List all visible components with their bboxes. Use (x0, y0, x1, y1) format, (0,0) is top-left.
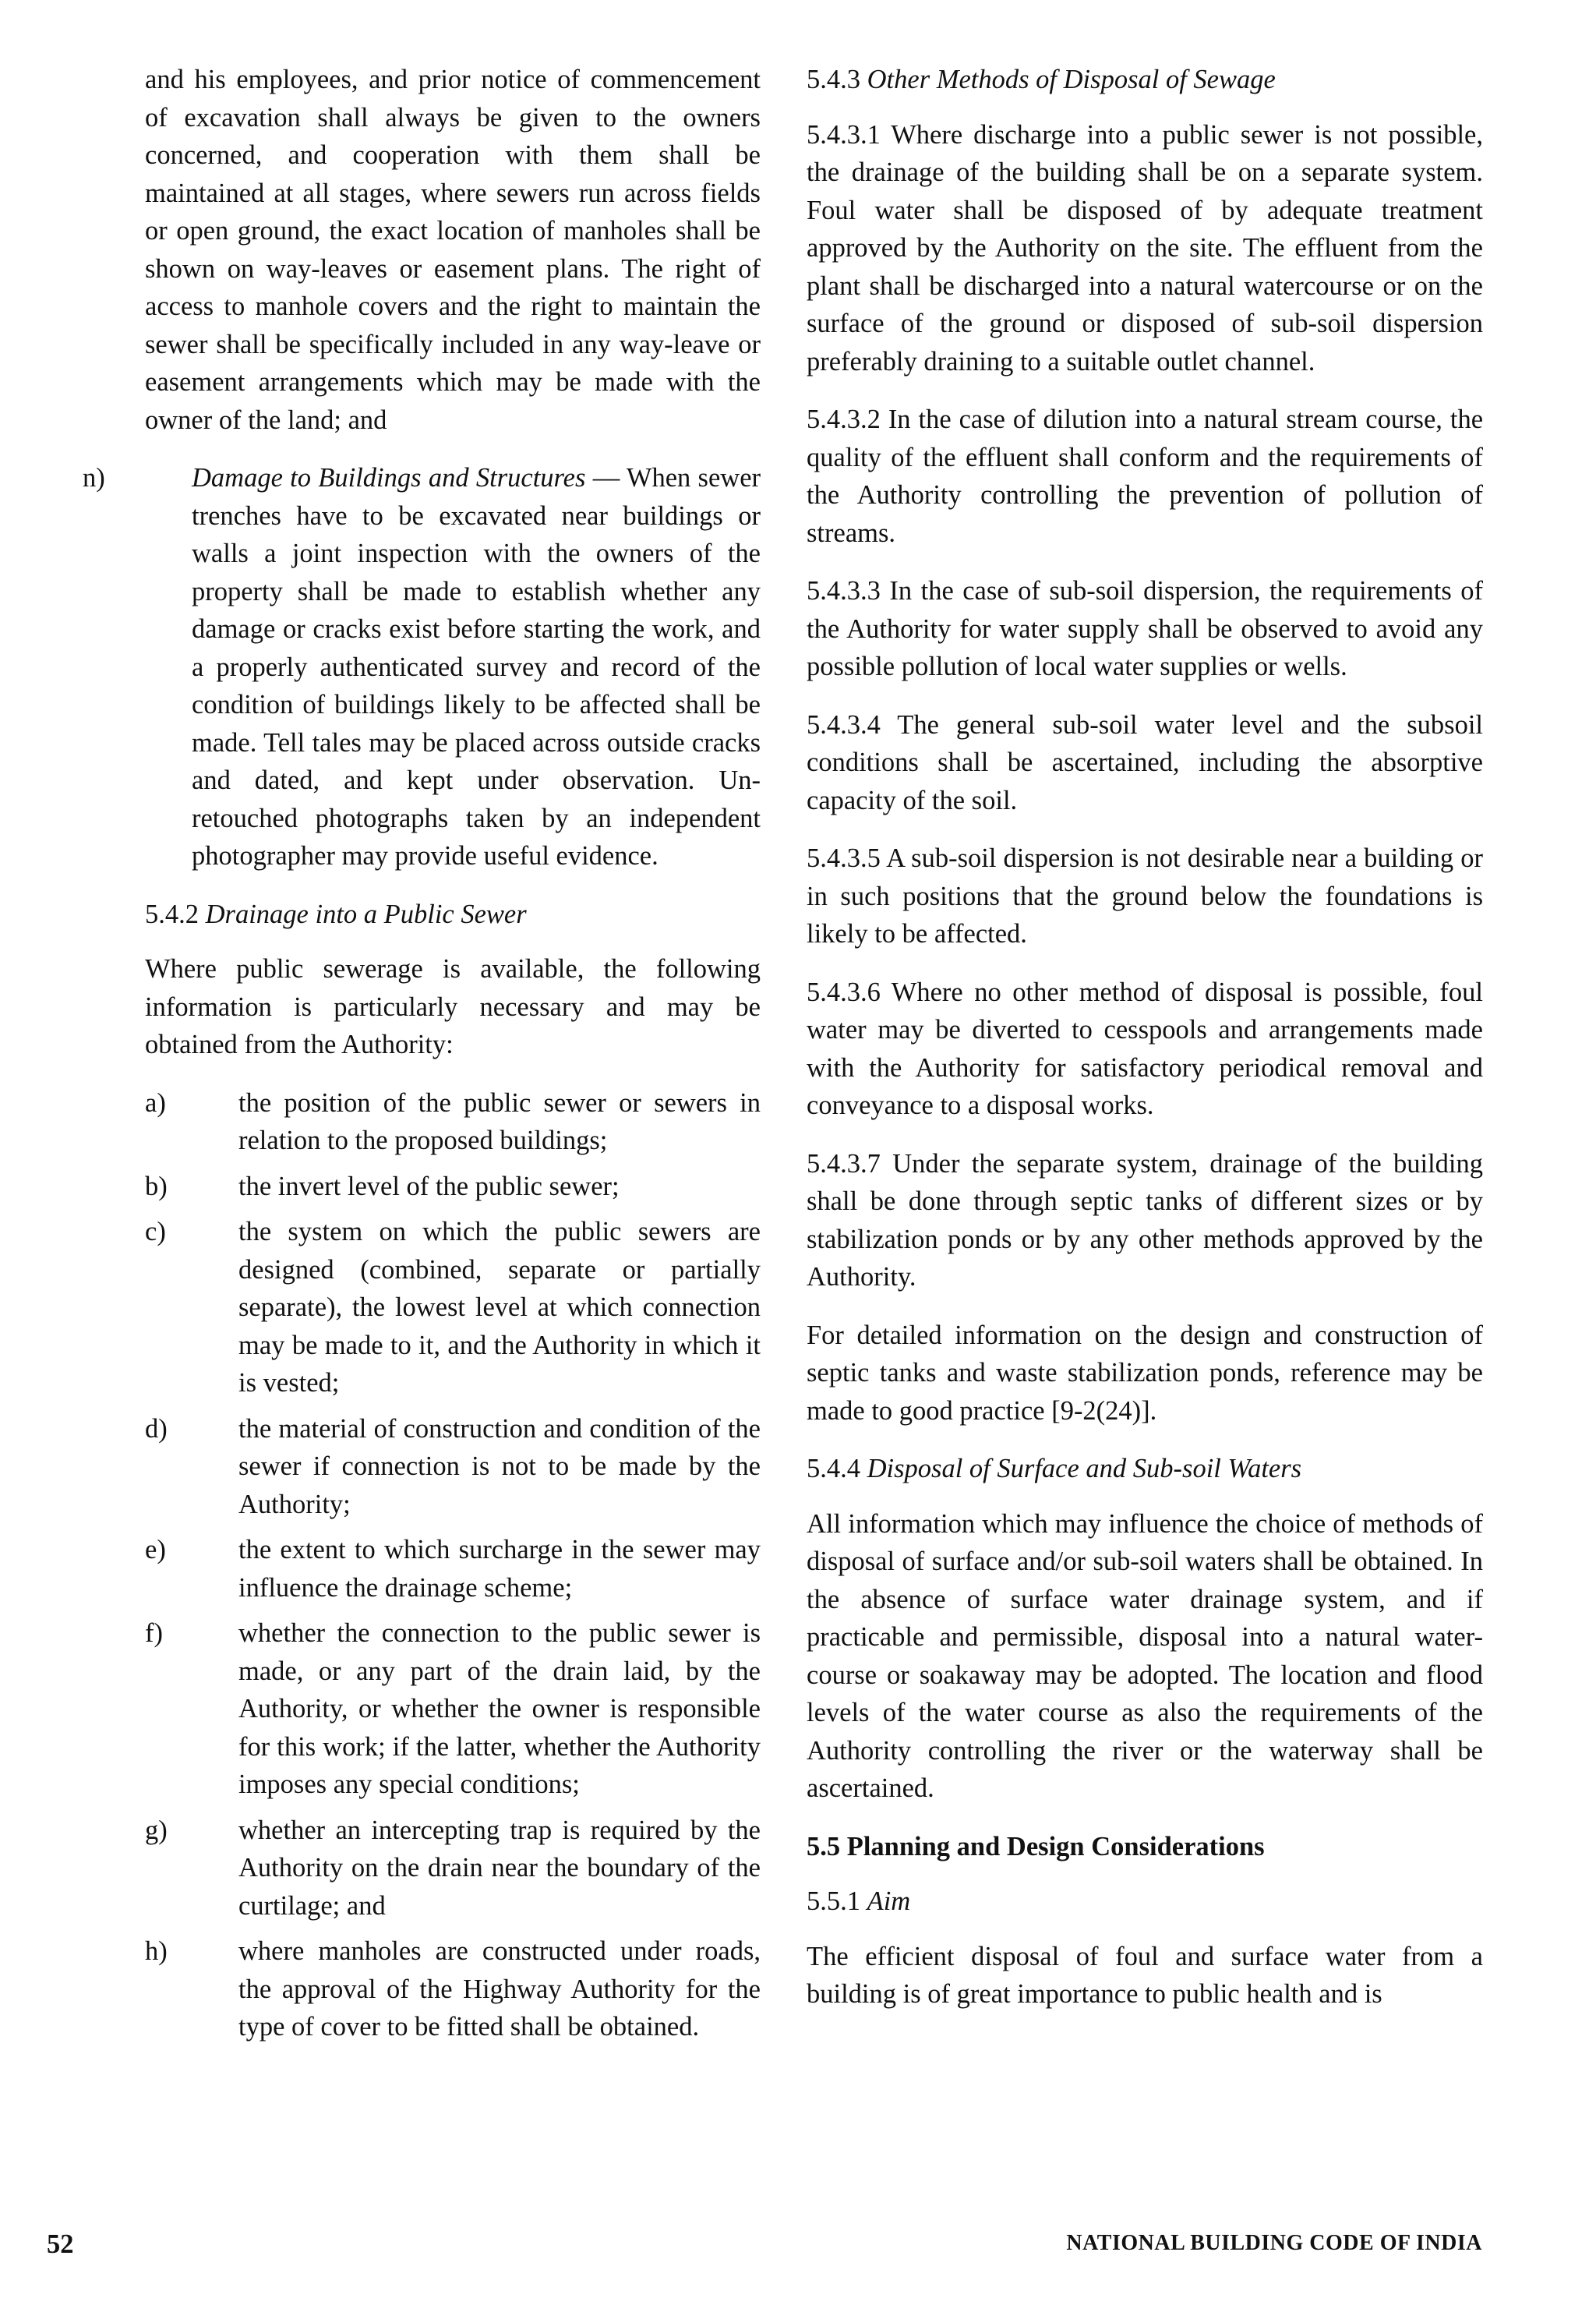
section-543-title: Other Methods of Disposal of Sewage (867, 65, 1276, 94)
list-item-b (145, 1168, 761, 1206)
section-542-intro: Where public sewerage is available, the following information is particularly necessary and may be obtained from the Authority: (145, 954, 761, 1059)
list-marker: n) (83, 463, 105, 493)
list-item-d (145, 1410, 761, 1524)
section-544-title: Disposal of Surface and Sub-soil Waters (867, 1454, 1302, 1483)
section-543-number: 5.4.3 (807, 65, 860, 94)
list-marker: c) (145, 1217, 166, 1246)
list-item-n (83, 459, 761, 875)
paragraph-text: In the case of sub-soil dispersion, the requirements of the Authority for water supply shall be observed to avoid any possible pollution of local water supplies or wells. (807, 576, 1484, 681)
section-55-heading (807, 1828, 1483, 1866)
intro-continuation: and his employees, and prior notice of commencement of excavation shall always be given to the owners concerned, and cooperation with them shall be maintained at all stages, where sewers run across fields or open ground, the exact location of manholes shall be shown on way-leaves or easement plans. The right of access to manhole covers and the right to maintain the sewer shall be specifically included in any way-leave or easement arrangements which may be made with the owner of the land; and (145, 65, 761, 435)
section-551-heading (807, 1883, 1483, 1921)
list-item-f (145, 1614, 761, 1804)
section-551-number: 5.5.1 (807, 1886, 860, 1916)
section-542-title: Drainage into a Public Sewer (205, 899, 527, 929)
footer-title: NATIONAL BUILDING CODE OF INDIA (1066, 2231, 1482, 2255)
list-item-h (145, 1932, 761, 2046)
list-marker: f) (145, 1618, 163, 1648)
paragraph-text: Where discharge into a public sewer is not possible, the drainage of the building shall be on a separate system. Foul water shall be disposed of by adequate treatment approved by the Authority on the site. The effluent from the plant shall be discharged into a natural watercourse or on the surface of the ground or disposed of sub-soil dispersion preferably draining to a suitable outlet channel. (807, 119, 1483, 377)
right-column (807, 61, 1483, 2034)
paragraph-5433 (807, 572, 1483, 686)
paragraph-number: 5.4.3.6 (807, 977, 881, 1007)
item-n-text: When sewer trenches have to be excavated near buildings or walls a joint inspection with the owners of the property shall be made to establish whether any damage or cracks exist before starting the work, and a properly authenticated survey and record of the condition of buildings likely to be affected shall be made. Tell tales may be placed across outside cracks and dated, and kept under observation. Un-retouched photographs taken by an independent photographer may provide useful evidence. (192, 463, 761, 871)
list-item-c (145, 1213, 761, 1402)
section-551-text: The efficient disposal of foul and surface water from a building is of great importance to public health and is (807, 1941, 1483, 2009)
section-55-title: Planning and Design Considerations (846, 1831, 1265, 1861)
section-544-heading (807, 1450, 1483, 1488)
section-543-closing: For detailed information on the design and construction of septic tanks and waste stabilization ponds, reference may be made to good practice [9-2(24)]. (807, 1320, 1483, 1426)
section-542-number: 5.4.2 (145, 899, 199, 929)
section-542-list (145, 1084, 761, 2046)
section-544-text: All information which may influence the choice of methods of disposal of surface and/or sub-soil waters shall be obtained. In the absence of surface water drainage system, and if practicable and permissible, disposal into a natural water-course or soakaway may be adopted. The location and flood levels of the water course as also the requirements of the Authority controlling the river or the waterway shall be ascertained. (807, 1508, 1483, 1803)
section-543-heading (807, 61, 1483, 99)
paragraph-number: 5.4.3.5 (807, 843, 881, 873)
list-marker: b) (145, 1171, 168, 1201)
list-item-a (145, 1084, 761, 1160)
paragraph-5437 (807, 1145, 1483, 1296)
paragraph-text: The general sub-soil water level and the subsoil conditions shall be ascertained, including the absorptive capacity of the soil. (807, 709, 1483, 815)
list-item-e (145, 1531, 761, 1607)
list-marker: h) (145, 1936, 168, 1966)
paragraph-text: In the case of dilution into a natural stream course, the quality of the effluent shall conform and the requirements of the Authority controlling the prevention of pollution of streams. (807, 405, 1484, 548)
list-text: the material of construction and condition of the sewer if connection is not to be made by the Authority; (238, 1413, 761, 1519)
paragraph-5435 (807, 840, 1483, 953)
section-551-title: Aim (867, 1886, 911, 1916)
list-text: the invert level of the public sewer; (238, 1171, 620, 1201)
paragraph-5436 (807, 974, 1483, 1125)
list-text: the position of the public sewer or sewers in relation to the proposed buildings; (238, 1087, 761, 1155)
item-n-title: Damage to Buildings and Structures (192, 463, 586, 493)
paragraph-text: Where no other method of disposal is possible, foul water may be diverted to cesspools and arrangements made with the Authority for satisfactory periodical removal and conveyance to a disposal works. (807, 977, 1483, 1120)
left-column (83, 61, 761, 2054)
list-marker: a) (145, 1087, 166, 1118)
item-n-dash: — (585, 463, 627, 493)
paragraph-number: 5.4.3.7 (807, 1148, 881, 1179)
list-text: the extent to which surcharge in the sewer may influence the drainage scheme; (238, 1535, 761, 1603)
paragraph-number: 5.4.3.2 (807, 405, 881, 434)
paragraph-5434 (807, 706, 1483, 820)
page-number: 52 (47, 2229, 74, 2259)
paragraph-text: Under the separate system, drainage of the building shall be done through septic tanks of different sizes or by stabilization ponds or by any other methods approved by the Authority. (807, 1148, 1484, 1292)
list-item-g (145, 1812, 761, 1925)
section-544-number: 5.4.4 (807, 1454, 860, 1483)
paragraph-number: 5.4.3.4 (807, 709, 881, 740)
paragraph-5431 (807, 116, 1483, 381)
list-text: where manholes are constructed under roads, the approval of the Highway Authority for the type of cover to be fitted shall be obtained. (238, 1936, 761, 2042)
list-text: the system on which the public sewers are designed (combined, separate or partially separate), the lowest level at which connection may be made to it, and the Authority in which it is vested; (238, 1217, 761, 1398)
list-marker: d) (145, 1413, 168, 1444)
paragraph-5432 (807, 401, 1483, 552)
list-text: whether the connection to the public sewer is made, or any part of the drain laid, by the Authority, or whether the owner is responsible for this work; if the latter, whether the Authority imposes any special conditions; (238, 1618, 761, 1799)
list-marker: e) (145, 1535, 166, 1564)
list-text: whether an intercepting trap is required by the Authority on the drain near the boundary of the curtilage; and (238, 1815, 761, 1921)
paragraph-text: A sub-soil dispersion is not desirable near a building or in such positions that the ground below the foundations is likely to be affected. (807, 843, 1483, 949)
list-marker: g) (145, 1815, 168, 1845)
section-55-number: 5.5 (807, 1831, 841, 1861)
section-542-heading (145, 896, 761, 934)
paragraph-number: 5.4.3.3 (807, 576, 881, 606)
paragraph-number: 5.4.3.1 (807, 119, 881, 150)
